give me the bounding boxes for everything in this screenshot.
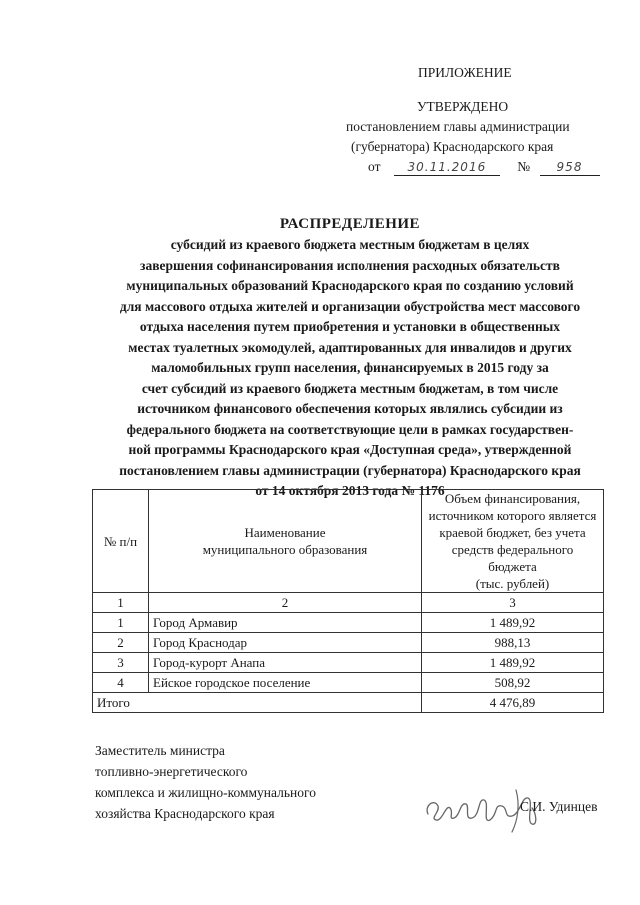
title-line: постановлением главы администрации (губернатора) Краснодарского края [119, 462, 581, 478]
approval-line-1: постановлением главы администрации [346, 119, 570, 134]
total-amount: 4 476,89 [422, 693, 604, 713]
table-header-row [93, 490, 604, 593]
row-num: 4 [93, 673, 149, 693]
row-name: Город Армавир [149, 613, 422, 633]
table-row [93, 613, 604, 633]
header-amount [422, 490, 604, 593]
distribution-table [92, 489, 604, 713]
header-amount-line: (тыс. рублей) [475, 576, 550, 591]
row-amount: 508,92 [422, 673, 604, 693]
column-number: 1 [93, 593, 149, 613]
title-line: федерального бюджета на соответствующие цели в рамках государствен- [126, 421, 574, 437]
title-line: субсидий из краевого бюджета местным бюджетам в целях [170, 237, 530, 252]
title-line: завершения софинансирования исполнения расходных обязательств [140, 257, 560, 273]
approved-label: УТВЕРЖДЕНО [417, 99, 509, 114]
header-amount-line: Объем финансирования, [444, 491, 581, 506]
table-row [93, 653, 604, 673]
number-prefix: № [517, 159, 531, 174]
title-line: ной программы Краснодарского края «Доступная среда», утвержденной [128, 442, 572, 457]
approval-number: 958 [540, 159, 600, 176]
title-line: отдыха населения путем приобретения и установки в общественных [139, 319, 561, 334]
date-prefix: от [368, 159, 381, 174]
title-line: счет субсидий из краевого бюджета местным бюджетам, в том числе [141, 380, 559, 396]
header-num: № п/п [93, 490, 149, 593]
header-name [149, 490, 422, 593]
header-amount-line: краевой бюджет, без учета [439, 525, 586, 540]
row-name: Ейское городское поселение [149, 673, 422, 693]
title-line: местах туалетных экомодулей, адаптированных для инвалидов и других [128, 339, 572, 355]
title-line: муниципальных образований Краснодарского края по созданию условий [126, 278, 574, 293]
title-line: источником финансового обеспечения которых являлись субсидии из [137, 401, 563, 416]
header-amount-line: средств федерального бюджета [451, 542, 574, 574]
signature-line: хозяйства Краснодарского края [95, 806, 275, 821]
row-num: 3 [93, 653, 149, 673]
row-name: Город-курорт Анапа [149, 653, 422, 673]
column-number: 2 [149, 593, 422, 613]
header-amount-line: источником которого является [428, 508, 597, 523]
annex-label: ПРИЛОЖЕНИЕ [418, 65, 512, 80]
document-title [90, 216, 610, 502]
signature-block [95, 740, 316, 824]
signature-line: Заместитель министра [95, 743, 225, 758]
title-line: для массового отдыха жителей и организации обустройства мест массового [119, 298, 581, 314]
approval-date: 30.11.2016 [394, 159, 500, 176]
table-row [93, 633, 604, 653]
column-number-row [93, 593, 604, 613]
signature-line: комплекса и жилищно-коммунального [95, 785, 316, 800]
header-name-line: муниципального образования [202, 542, 368, 557]
header-name-line: Наименование [244, 525, 326, 540]
row-amount: 988,13 [422, 633, 604, 653]
title-line: маломобильных групп населения, финансируемых в 2015 году за [151, 360, 549, 375]
total-label: Итого [93, 693, 422, 713]
signer-name: С.И. Удинцев [520, 799, 598, 814]
signature-line: топливно-энергетического [95, 764, 248, 779]
approval-line-2: (губернатора) Краснодарского края [351, 139, 554, 154]
table-row [93, 673, 604, 693]
title-line: от 14 октября 2013 года № 1176 [255, 483, 445, 498]
row-num: 1 [93, 613, 149, 633]
column-number: 3 [422, 593, 604, 613]
title-heading: РАСПРЕДЕЛЕНИЕ [279, 216, 421, 232]
row-amount: 1 489,92 [422, 613, 604, 633]
row-name: Город Краснодар [149, 633, 422, 653]
row-amount: 1 489,92 [422, 653, 604, 673]
approval-date-line [368, 156, 600, 177]
total-row [93, 693, 604, 713]
row-num: 2 [93, 633, 149, 653]
